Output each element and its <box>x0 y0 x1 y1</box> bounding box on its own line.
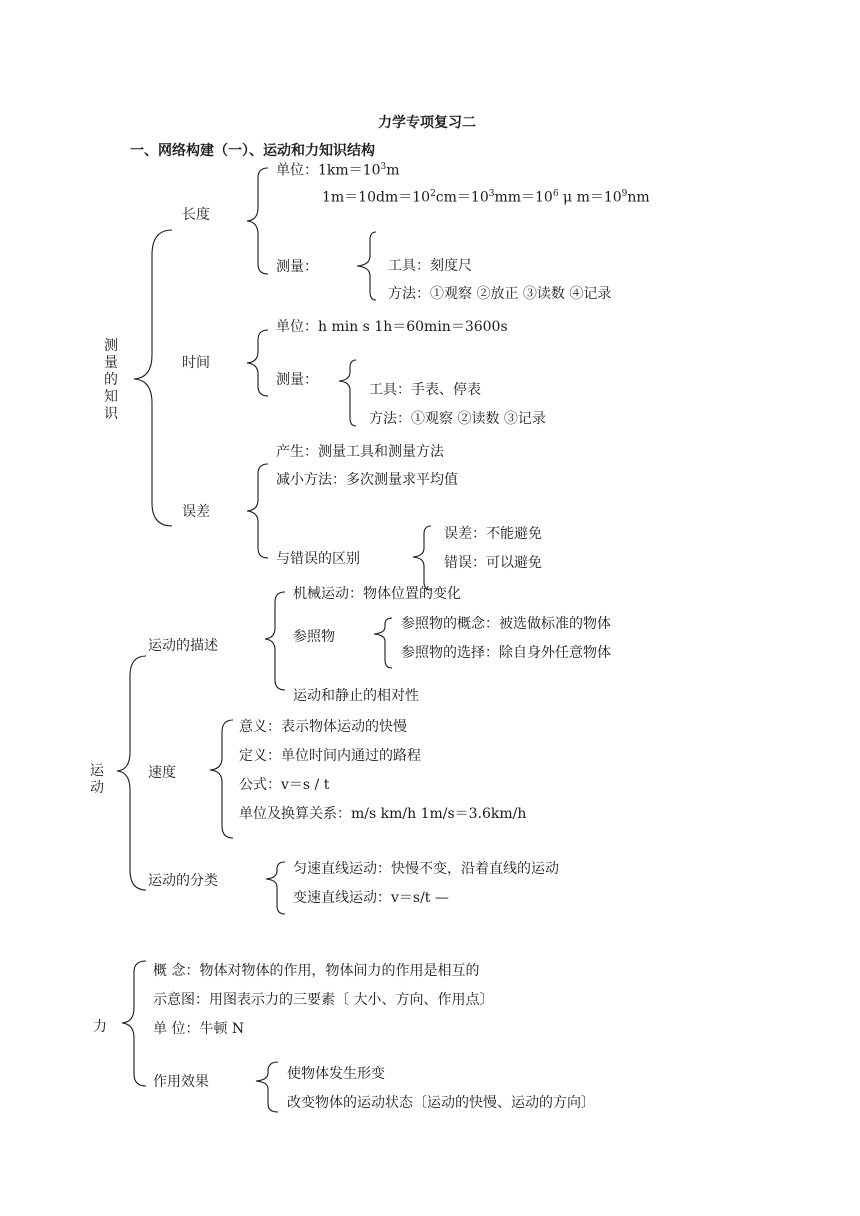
brace-error-diff <box>413 526 431 590</box>
conv-exp-1: 2 <box>430 189 436 199</box>
reference-concept: 参照物的概念：被选做标准的物体 <box>401 616 611 632</box>
speed-formula: 公式：v＝s / t <box>239 777 330 793</box>
diff-error: 误差：不能避免 <box>444 526 542 542</box>
brace-force-root <box>122 961 146 1086</box>
length-unit-suffix: m <box>386 162 400 179</box>
motion-root-label: 运 动 <box>90 763 104 796</box>
brace-time-measure <box>339 360 356 426</box>
description-label: 运动的描述 <box>148 638 218 654</box>
conv-exp-3: 6 <box>552 189 559 199</box>
mechanical-motion: 机械运动：物体位置的变化 <box>293 586 461 602</box>
error-label: 误差 <box>182 504 210 520</box>
error-origin: 产生：测量工具和测量方法 <box>276 444 444 460</box>
error-reduce: 减小方法：多次测量求平均值 <box>276 472 458 488</box>
length-label: 长度 <box>182 207 210 223</box>
conv-part-1: 1m＝10dm＝10 <box>322 189 431 206</box>
classification-label: 运动的分类 <box>148 873 218 889</box>
force-unit: 单 位：牛顿 N <box>153 1021 245 1037</box>
effect-motion: 改变物体的运动状态〔运动的快慢、运动的方向〕 <box>287 1095 595 1111</box>
conv-part-5: nm <box>627 189 650 206</box>
length-tool: 工具：刻度尺 <box>388 258 472 274</box>
speed-definition: 定义：单位时间内通过的路程 <box>239 748 421 764</box>
length-measure-label: 测量： <box>276 259 318 275</box>
error-difference-label: 与错误的区别 <box>276 551 360 567</box>
effect-deform: 使物体发生形变 <box>287 1066 385 1082</box>
section-heading: 一、网络构建（一）、运动和力知识结构 <box>130 143 375 159</box>
brace-classification <box>266 862 285 914</box>
conv-part-2: cm＝10 <box>435 189 489 206</box>
conv-exp-4: 9 <box>621 189 628 199</box>
brace-length-measure <box>357 232 376 300</box>
relativity: 运动和静止的相对性 <box>293 688 419 704</box>
reference-label: 参照物 <box>293 629 335 645</box>
brace-motion-root <box>117 656 146 890</box>
document-title: 力学专项复习二 <box>378 115 476 131</box>
conv-part-3: mm＝10 <box>494 189 553 206</box>
conv-exp-2: 3 <box>488 189 495 199</box>
diff-mistake: 错误：可以避免 <box>444 555 542 571</box>
length-unit-text: 单位：1km＝10 <box>276 162 381 179</box>
time-measure-label: 测量： <box>276 372 318 388</box>
variable-motion: 变速直线运动：v＝s/t — <box>293 890 449 906</box>
brace-time <box>247 330 268 396</box>
brace-measurement-root <box>134 230 172 526</box>
reference-choice: 参照物的选择：除自身外任意物体 <box>401 645 611 661</box>
length-unit <box>276 159 400 179</box>
time-method: 方法：①观察 ②读数 ③记录 <box>369 411 546 427</box>
length-conversion <box>322 186 650 206</box>
force-root-label: 力 <box>93 1019 107 1035</box>
uniform-motion: 匀速直线运动：快慢不变，沿着直线的运动 <box>293 861 559 877</box>
brace-force-effect <box>256 1062 278 1112</box>
brace-reference <box>374 618 392 668</box>
measurement-root-label: 测 量 的 知 识 <box>104 338 118 422</box>
time-label: 时间 <box>182 355 210 371</box>
conv-part-4: μ m＝10 <box>558 189 622 206</box>
speed-units: 单位及换算关系：m/s km/h 1m/s＝3.6km/h <box>239 806 527 822</box>
speed-label: 速度 <box>148 765 176 781</box>
length-method: 方法：①观察 ②放正 ③读数 ④记录 <box>388 286 612 302</box>
time-tool: 工具：手表、停表 <box>369 382 481 398</box>
brace-error <box>247 464 268 558</box>
time-unit: 单位：h min s 1h＝60min＝3600s <box>276 319 508 335</box>
force-concept: 概 念：物体对物体的作用，物体间力的作用是相互的 <box>153 963 480 979</box>
speed-meaning: 意义：表示物体运动的快慢 <box>239 719 407 735</box>
brace-description <box>265 592 285 690</box>
brace-length <box>247 168 268 274</box>
force-diagram: 示意图：用图表示力的三要素〔 大小、方向、作用点〕 <box>153 992 494 1008</box>
force-effect-label: 作用效果 <box>153 1074 209 1090</box>
brace-speed <box>210 720 233 838</box>
length-unit-exponent: 3 <box>380 162 387 172</box>
